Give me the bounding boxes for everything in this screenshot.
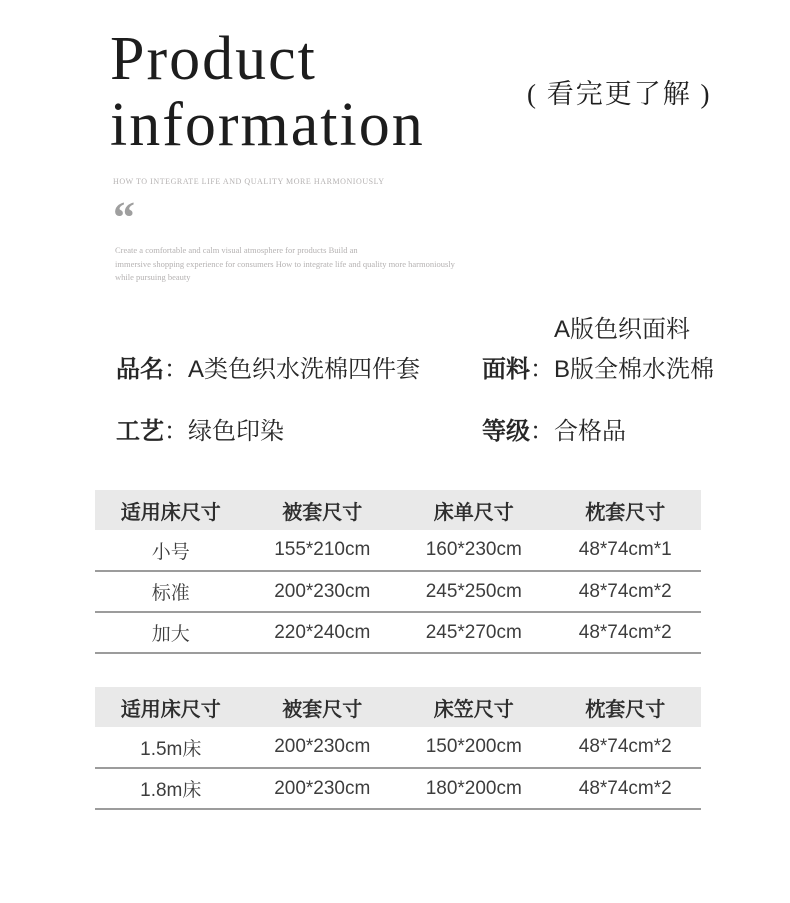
table-cell: 标准 (95, 571, 247, 612)
column-header: 被套尺寸 (247, 687, 399, 727)
fabric-value-line2: B版全棉水洗棉 (554, 356, 715, 383)
column-header: 适用床尺寸 (95, 687, 247, 727)
size-table-sheet (95, 490, 701, 654)
separator: ： (164, 356, 188, 383)
column-header: 床笠尺寸 (398, 687, 550, 727)
table-cell: 160*230cm (398, 530, 550, 571)
table-header-row (95, 490, 701, 530)
fabric-label: 面料 (482, 356, 530, 383)
separator: ： (530, 418, 554, 445)
product-name-field (116, 357, 420, 383)
table-cell: 48*74cm*2 (550, 768, 702, 809)
table-cell: 加大 (95, 612, 247, 653)
table-cell: 245*250cm (398, 571, 550, 612)
table-row (95, 571, 701, 612)
table-header-row (95, 687, 701, 727)
size-table-fitted (95, 687, 701, 810)
grade-label: 等级 (482, 418, 530, 445)
table-cell: 48*74cm*2 (550, 612, 702, 653)
table-row (95, 612, 701, 653)
table-cell: 小号 (95, 530, 247, 571)
table-cell: 150*200cm (398, 727, 550, 768)
page-title-line2: information (110, 91, 425, 159)
craft-value: 绿色印染 (188, 418, 284, 445)
craft-label: 工艺 (116, 418, 164, 445)
quote-mark-icon: “ (113, 193, 135, 242)
table-cell: 200*230cm (247, 571, 399, 612)
column-header: 床单尺寸 (398, 490, 550, 530)
table-row (95, 530, 701, 571)
grade-value: 合格品 (554, 418, 626, 445)
grade-field (482, 419, 626, 445)
column-header: 适用床尺寸 (95, 490, 247, 530)
separator: ： (164, 418, 188, 445)
table-cell: 1.8m床 (95, 768, 247, 809)
page-subtitle: HOW TO INTEGRATE LIFE AND QUALITY MORE HARMONIOUSLY (113, 177, 385, 186)
table-cell: 48*74cm*1 (550, 530, 702, 571)
table-row (95, 768, 701, 809)
fabric-field (482, 357, 714, 383)
table-cell: 48*74cm*2 (550, 727, 702, 768)
table-cell: 200*230cm (247, 768, 399, 809)
table-row (95, 727, 701, 768)
column-header: 被套尺寸 (247, 490, 399, 530)
quote-line: immersive shopping experience for consumers How to integrate life and quality more harmoniously (115, 258, 455, 269)
column-header: 枕套尺寸 (550, 490, 702, 530)
side-note: ( 看完更了解 ) (527, 79, 712, 109)
craft-field (116, 419, 284, 445)
table-cell: 1.5m床 (95, 727, 247, 768)
page-title (110, 26, 425, 158)
fabric-value-line1: A版色织面料 (554, 316, 691, 343)
table-cell: 220*240cm (247, 612, 399, 653)
page-title-line1: Product (110, 25, 317, 93)
column-header: 枕套尺寸 (550, 687, 702, 727)
product-name-label: 品名 (116, 356, 164, 383)
table-cell: 180*200cm (398, 768, 550, 809)
product-name-value: A类色织水洗棉四件套 (188, 356, 421, 383)
table-cell: 245*270cm (398, 612, 550, 653)
quote-text (115, 244, 455, 285)
table-cell: 155*210cm (247, 530, 399, 571)
table-cell: 200*230cm (247, 727, 399, 768)
quote-line: while pursuing beauty (115, 272, 191, 282)
quote-line: Create a comfortable and calm visual atmosphere for products Build an (115, 245, 358, 255)
table-cell: 48*74cm*2 (550, 571, 702, 612)
separator: ： (530, 356, 554, 383)
